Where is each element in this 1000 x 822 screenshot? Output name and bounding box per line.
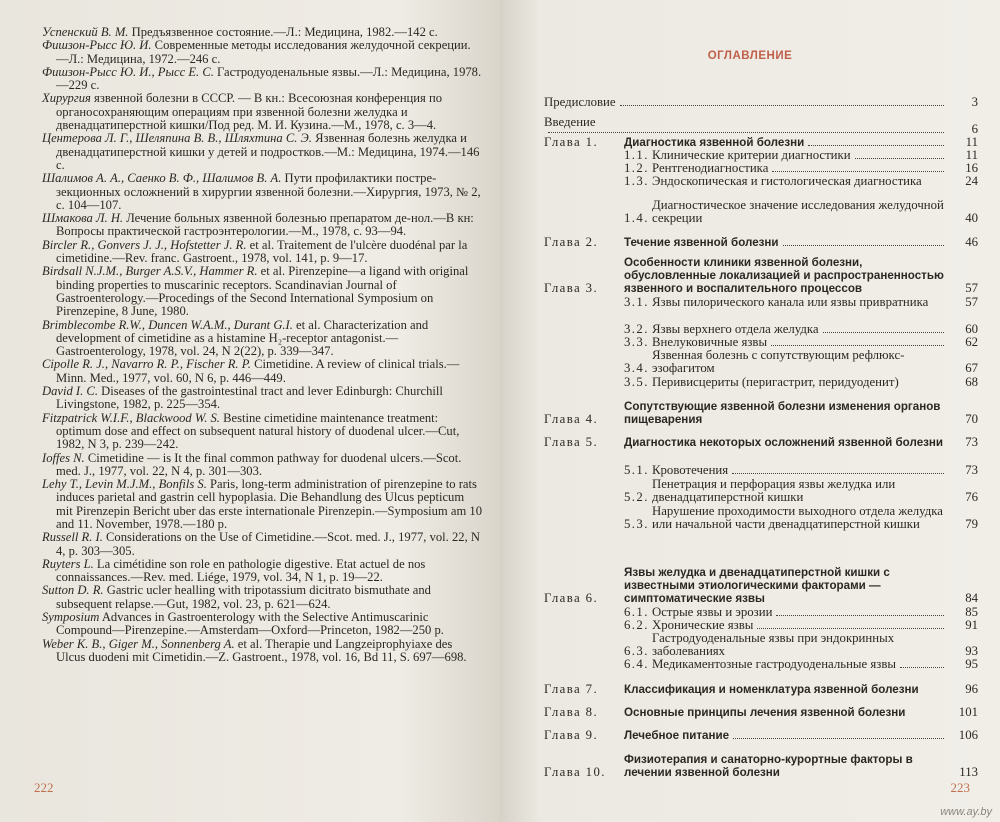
- toc-entry-page: 3: [971, 95, 978, 109]
- reference-entry: [42, 172, 482, 212]
- reference-author: Фишзон-Рысс Ю. И., Рысс Е. С.: [42, 64, 214, 79]
- reference-author: David I. C.: [42, 384, 98, 399]
- reference-entry: [42, 611, 482, 638]
- toc-entry-label: 3.2.: [624, 322, 649, 336]
- toc-entry-page: 70: [965, 412, 978, 427]
- reference-text: Diseases of the gastrointestinal tract and lever Edinburgh: Churchill Livingstone, 1982, p. 225—354.: [56, 384, 443, 412]
- toc-entry-page: 60: [965, 322, 978, 336]
- reference-text: et al. Pirenzepine—a ligand with original binding properties to muscarinic receptors. Scandinavian Journal of Gastroenterology.—Procedings of the Second International Symposium on Pirenzepine, 8 June, 1980.: [56, 264, 469, 319]
- reference-author: Шмакова Л. Н.: [42, 211, 124, 226]
- reference-entry: [42, 66, 482, 93]
- toc-leader-dots: [771, 345, 944, 346]
- toc-entry[interactable]: [624, 296, 978, 309]
- reference-text: Предъязвенное состояние.—Л.: Медицина, 1982.—142 с.: [128, 25, 438, 39]
- reference-text: La cimétidine son role en pathologie digestive. Etat actuel de nos connaissances.—Rev. med. Liége, 1979, vol. 34, N 1, p. 19—22.: [56, 556, 426, 585]
- reference-text: Лечение больных язвенной болезнью препаратом де-нол.—В кн: Вопросы практической гастроэнтерологии.—М., 1978, с. 93—94.: [56, 211, 474, 239]
- reference-text: Гастродуоденальные язвы.—Л.: Медицина, 1978.—229 с.: [56, 64, 482, 93]
- toc-entry[interactable]: [544, 236, 978, 249]
- toc-entry-page: 67: [965, 361, 978, 376]
- reference-text: Современные методы исследования желудочной секреции.—Л.: Медицина, 1972.—246 с.: [56, 38, 471, 66]
- page-number-left: 222: [34, 780, 54, 795]
- toc-entry-title: Клинические критерии диагностики: [652, 148, 851, 162]
- reference-text: Bestine cimetidine maintenance treatment: optimum dose and effect on subsequent natural history of duodenal ulcer.—Cut, 1982, N 3, p. 239—242.: [56, 410, 460, 452]
- toc-entry-page: 85: [965, 605, 978, 619]
- toc-leader-dots: [823, 332, 944, 333]
- toc-leader-dots: [757, 628, 944, 629]
- reference-text: язвенной болезни в СССР. — В кн.: Всесоюзная конференция по органосохраняющим операциям при язвенной болезни желудка и двенадцатиперстной кишки/Под ред. М. И. Кузина.—М., 1978, с. 3—4.: [56, 91, 443, 133]
- toc-entry[interactable]: [624, 349, 978, 375]
- toc-entry[interactable]: [544, 729, 978, 742]
- toc-leader-dots: [733, 738, 944, 739]
- toc-entry-title: Диагностическое значение исследования желудочной секреции: [652, 198, 944, 226]
- toc-entry-page: 40: [965, 211, 978, 226]
- toc-leader-dots: [620, 105, 944, 106]
- reference-author: Symposium: [42, 610, 100, 625]
- right-page: [500, 0, 1000, 822]
- toc-entry-label: 6.4.: [624, 657, 649, 671]
- reference-entry: [42, 92, 482, 132]
- reference-entry: [42, 358, 482, 385]
- toc-entry-label: Глава 3.: [544, 281, 599, 296]
- toc-leader-dots: [808, 145, 944, 146]
- toc-entry-page: 113: [959, 765, 978, 780]
- toc-entry-page: 16: [965, 161, 978, 175]
- toc-leader-dots: [783, 245, 944, 246]
- toc-entry-page: 79: [965, 517, 978, 532]
- page-number-right: 223: [950, 780, 970, 795]
- toc-title: ОГЛАВЛЕНИЕ: [707, 50, 793, 62]
- toc-entry-page: 24: [965, 174, 978, 188]
- reference-author: Bircler R., Gonvers J. J., Hofstetter J. R.: [42, 237, 247, 252]
- toc-entry-title: Основные принципы лечения язвенной болезни: [624, 706, 906, 719]
- reference-author: Ioffes N.: [42, 450, 85, 465]
- reference-author: Шалимов А. А., Саенко В. Ф., Шалимов В. А.: [42, 171, 282, 186]
- toc-entry-page: 101: [958, 705, 978, 719]
- toc-entry-page: 11: [965, 135, 978, 149]
- toc-entry-page: 95: [965, 657, 978, 671]
- toc-entry[interactable]: [544, 400, 978, 426]
- reference-author: Sutton D. R.: [42, 583, 104, 598]
- reference-entry: [42, 239, 482, 266]
- reference-entry: [42, 531, 482, 558]
- toc-entry[interactable]: [544, 436, 978, 449]
- toc-entry[interactable]: [624, 658, 978, 671]
- toc-entry-title: Язвы желудка и двенадцатиперстной кишки с известными этиологическими факторами — симптоматические язвы: [624, 566, 890, 606]
- reference-text: Advances in Gastroenterology with the Selective Antimuscarinic Compound—Pirenzepine.—Amsterdam—Oxford—Princeton, 1982—250 p.: [56, 610, 444, 638]
- toc-entry-label: 5.3.: [624, 517, 649, 532]
- reference-author: Cipolle R. J., Navarro R. P., Fischer R. P.: [42, 357, 251, 372]
- toc-entry-label: 3.5.: [624, 375, 649, 389]
- reference-text: et al. Therapie und Langzeiprophyiaxe des Ulcus duodeni mit Cimetidin.—Z. Gastroent., 1978, vol. 16, Bd 11, S. 697—698.: [56, 636, 467, 664]
- toc-entry-page: 106: [958, 728, 978, 742]
- toc-entry-page: 11: [965, 148, 978, 162]
- toc-entry[interactable]: [624, 199, 978, 225]
- reference-text: Cimetidine. A review of clinical trials.—Minn. Med., 1977, vol. 60, N 6, p. 446—449.: [56, 357, 460, 385]
- toc-entry-label: 6.1.: [624, 605, 649, 619]
- toc-entry-title: Предисловие: [544, 95, 616, 109]
- toc-entry-title: Язвы верхнего отдела желудка: [652, 322, 819, 336]
- toc-entry-label: Глава 8.: [544, 705, 599, 719]
- toc-entry-page: 73: [965, 435, 978, 449]
- toc-entry-label: Глава 7.: [544, 682, 599, 696]
- reference-author: Ruyters L.: [42, 556, 94, 571]
- toc-entry[interactable]: [544, 683, 978, 696]
- toc-entry-label: 3.1.: [624, 295, 649, 309]
- reference-entry: [42, 385, 482, 412]
- reference-entry: [42, 638, 482, 665]
- toc-entry-page: 6: [971, 122, 978, 136]
- reference-text: et al. Characterization and development of cimetidine as a histamine H₂-receptor antagonist.—Gastroenterology, 1978, vol. 24, N 2(22), p. 339—347.: [56, 317, 429, 359]
- toc-entry[interactable]: [544, 566, 978, 606]
- toc-entry-page: 57: [965, 295, 978, 309]
- toc-entry-label: 6.2.: [624, 618, 649, 632]
- toc-entry-page: 57: [965, 281, 978, 296]
- toc-leader-dots: [855, 158, 944, 159]
- toc-entry[interactable]: [624, 376, 978, 389]
- reference-author: Lehy T., Levin M.J.M., Bonfils S.: [42, 477, 207, 492]
- toc-entry[interactable]: [624, 632, 978, 658]
- toc-entry-label: Глава 6.: [544, 591, 599, 606]
- toc-leader-dots: [548, 132, 944, 133]
- toc-entry[interactable]: [544, 123, 978, 136]
- toc-leader-dots: [772, 171, 944, 172]
- toc-entry-title: Нарушение проходимости выходного отдела желудка или начальной части двенадцатиперстной кишки: [652, 504, 943, 532]
- toc-entry-title: Язвенная болезнь с сопутствующим рефлюкс-эзофагитом: [652, 348, 905, 376]
- reference-entry: [42, 558, 482, 585]
- reference-author: Fitzpatrick W.I.F., Blackwood W. S.: [42, 410, 220, 425]
- toc-entry[interactable]: [624, 175, 978, 188]
- reference-entry: [42, 26, 482, 39]
- reference-author: Russell R. I.: [42, 530, 103, 545]
- toc-entry-page: 68: [965, 375, 978, 389]
- toc-entry[interactable]: [544, 256, 978, 296]
- toc-entry[interactable]: [624, 464, 978, 477]
- toc-entry-title: Особенности клиники язвенной болезни, обусловленные локализацией и распространенностью язвенного и воспалительного процессов: [624, 256, 944, 296]
- toc-leader-dots: [732, 473, 944, 474]
- toc-entry-label: Глава 1.: [544, 135, 599, 149]
- reference-author: Центерова Л. Г., Шеляпина В. В., Шляхтина С. Э.: [42, 131, 312, 146]
- toc-entry-title: Сопутствующие язвенной болезни изменения органов пищеварения: [624, 400, 941, 427]
- toc-entry-title: Эндоскопическая и гистологическая диагностика: [652, 174, 922, 188]
- toc-entry-label: 1.1.: [624, 148, 649, 162]
- toc-leader-dots: [776, 615, 944, 616]
- toc-entry-title: Медикаментозные гастродуоденальные язвы: [652, 657, 896, 671]
- toc-entry-label: 5.2.: [624, 490, 649, 505]
- reference-text: Gastric ucler healling with tripotassium dicitrato bismuthate and subsequent relapse.—Gut, 1982, vol. 23, p. 621—624.: [56, 583, 431, 611]
- toc-entry-label: 5.1.: [624, 463, 649, 477]
- reference-text: et al. Traitement de l'ulcère duodénal par la cimetidine.—Rev. franc. Gastroent., 1978, vol. 141, p. 9—17.: [56, 237, 468, 266]
- reference-entry: [42, 265, 482, 318]
- reference-entry: [42, 478, 482, 531]
- toc-leader-dots: [900, 667, 944, 668]
- reference-author: Brimblecombe R.W., Duncen W.A.M., Durant G.I.: [42, 317, 293, 332]
- toc-entry-label: 1.2.: [624, 161, 649, 175]
- toc-entry-label: 3.4.: [624, 361, 649, 376]
- toc-entry-title: Лечебное питание: [624, 729, 730, 742]
- reference-text: Cimetidine — is It the final common pathway for duodenal ulcers.—Scot. med. J., 1977, vol. 22, N 4, p. 301—303.: [56, 450, 462, 478]
- reference-list: [42, 26, 482, 664]
- toc-entry-label: Глава 4.: [544, 412, 599, 427]
- reference-author: Успенский В. М.: [42, 25, 129, 39]
- toc-entry-title: Хронические язвы: [652, 618, 754, 632]
- toc-entry-title: Течение язвенной болезни: [624, 236, 779, 249]
- toc-entry-title: Острые язвы и эрозии: [652, 605, 773, 619]
- toc-entry-label: 1.4.: [624, 211, 649, 226]
- reference-author: Weber K. B., Giger M., Sonnenberg A.: [42, 636, 235, 651]
- toc-entry-title: Рентгенодиагностика: [652, 161, 769, 175]
- toc-entry-page: 62: [965, 335, 978, 349]
- toc-entry-label: Глава 5.: [544, 435, 599, 449]
- reference-entry: [42, 412, 482, 452]
- reference-text: Пути профилактики пострезекционных осложнений в хирургии язвенной болезни.—Хирургия, 1973, № 2, с. 104—107.: [56, 171, 481, 212]
- toc-entry-label: 3.3.: [624, 335, 649, 349]
- toc-entry[interactable]: [624, 505, 978, 531]
- toc-entry-page: 91: [965, 618, 978, 632]
- toc-entry-label: Глава 10.: [544, 765, 606, 780]
- reference-entry: [42, 132, 482, 172]
- toc-entry-title: Перивисцериты (перигастрит, перидуоденит): [652, 375, 899, 389]
- toc-entry-page: 46: [965, 235, 978, 249]
- toc-entry[interactable]: [544, 96, 978, 109]
- toc-entry-label: Глава 2.: [544, 235, 599, 249]
- toc-entry-label: 1.3.: [624, 174, 649, 188]
- toc-entry[interactable]: [544, 706, 978, 719]
- toc-entry-title: Внелуковичные язвы: [652, 335, 768, 349]
- toc-entry-label: Глава 9.: [544, 728, 599, 742]
- toc-entry-page: 73: [965, 463, 978, 477]
- toc-entry-page: 93: [965, 644, 978, 659]
- toc-entry-title: Язвы пилорического канала или язвы привратника: [652, 295, 929, 309]
- reference-text: Considerations on the Use of Cimetidine.—Scot. med. J., 1977, vol. 22, N 4, p. 303—305.: [56, 530, 480, 558]
- toc-entry-title: Гастродуоденальные язвы при эндокринных заболеваниях: [652, 631, 895, 659]
- toc-entry-title: Пенетрация и перфорация язвы желудка или двенадцатиперстной кишки: [652, 477, 896, 505]
- toc-entry-page: 84: [965, 591, 978, 606]
- reference-entry: [42, 319, 482, 359]
- toc-entry[interactable]: [624, 478, 978, 504]
- watermark: www.ay.by: [940, 806, 992, 818]
- toc-entry-title: Классификация и номенклатура язвенной болезни: [624, 683, 919, 696]
- toc-entry-label: 6.3.: [624, 644, 649, 659]
- reference-entry: [42, 212, 482, 239]
- reference-text: Paris, long-term administration of pirenzepine to rats induces parietal and gastrin cell hypoplasia. Die Behandlung des Ulcus pepticum mit Pirenzepin Bericht uber das erste internationale Pirenzepin.—Symposium am 10 and 11. November, 1978.—180 p.: [56, 477, 482, 531]
- toc-entry-title: Введение: [544, 115, 596, 129]
- reference-author: Хирургия: [42, 91, 91, 106]
- reference-author: Фишзон-Рысс Ю. И.: [42, 38, 152, 53]
- reference-entry: [42, 452, 482, 479]
- reference-text: Язвенная болезнь желудка и двенадцатиперстной кишки у детей и подростков.—М.: Медицина, 1974.—146 с.: [56, 131, 480, 172]
- reference-author: Birdsall N.J.M., Burger A.S.V., Hammer R.: [42, 264, 258, 279]
- reference-entry: [42, 584, 482, 611]
- toc-entry-title: Диагностика некоторых осложнений язвенной болезни: [624, 436, 944, 449]
- toc-entry-title: Физиотерапия и санаторно-курортные факторы в лечении язвенной болезни: [624, 753, 913, 780]
- toc-entry-page: 76: [965, 490, 978, 505]
- toc-entry-title: Диагностика язвенной болезни: [624, 136, 805, 149]
- reference-entry: [42, 39, 482, 66]
- toc-entry[interactable]: [544, 753, 978, 779]
- toc-entry-title: Кровотечения: [652, 463, 729, 477]
- toc-entry-page: 96: [965, 682, 978, 696]
